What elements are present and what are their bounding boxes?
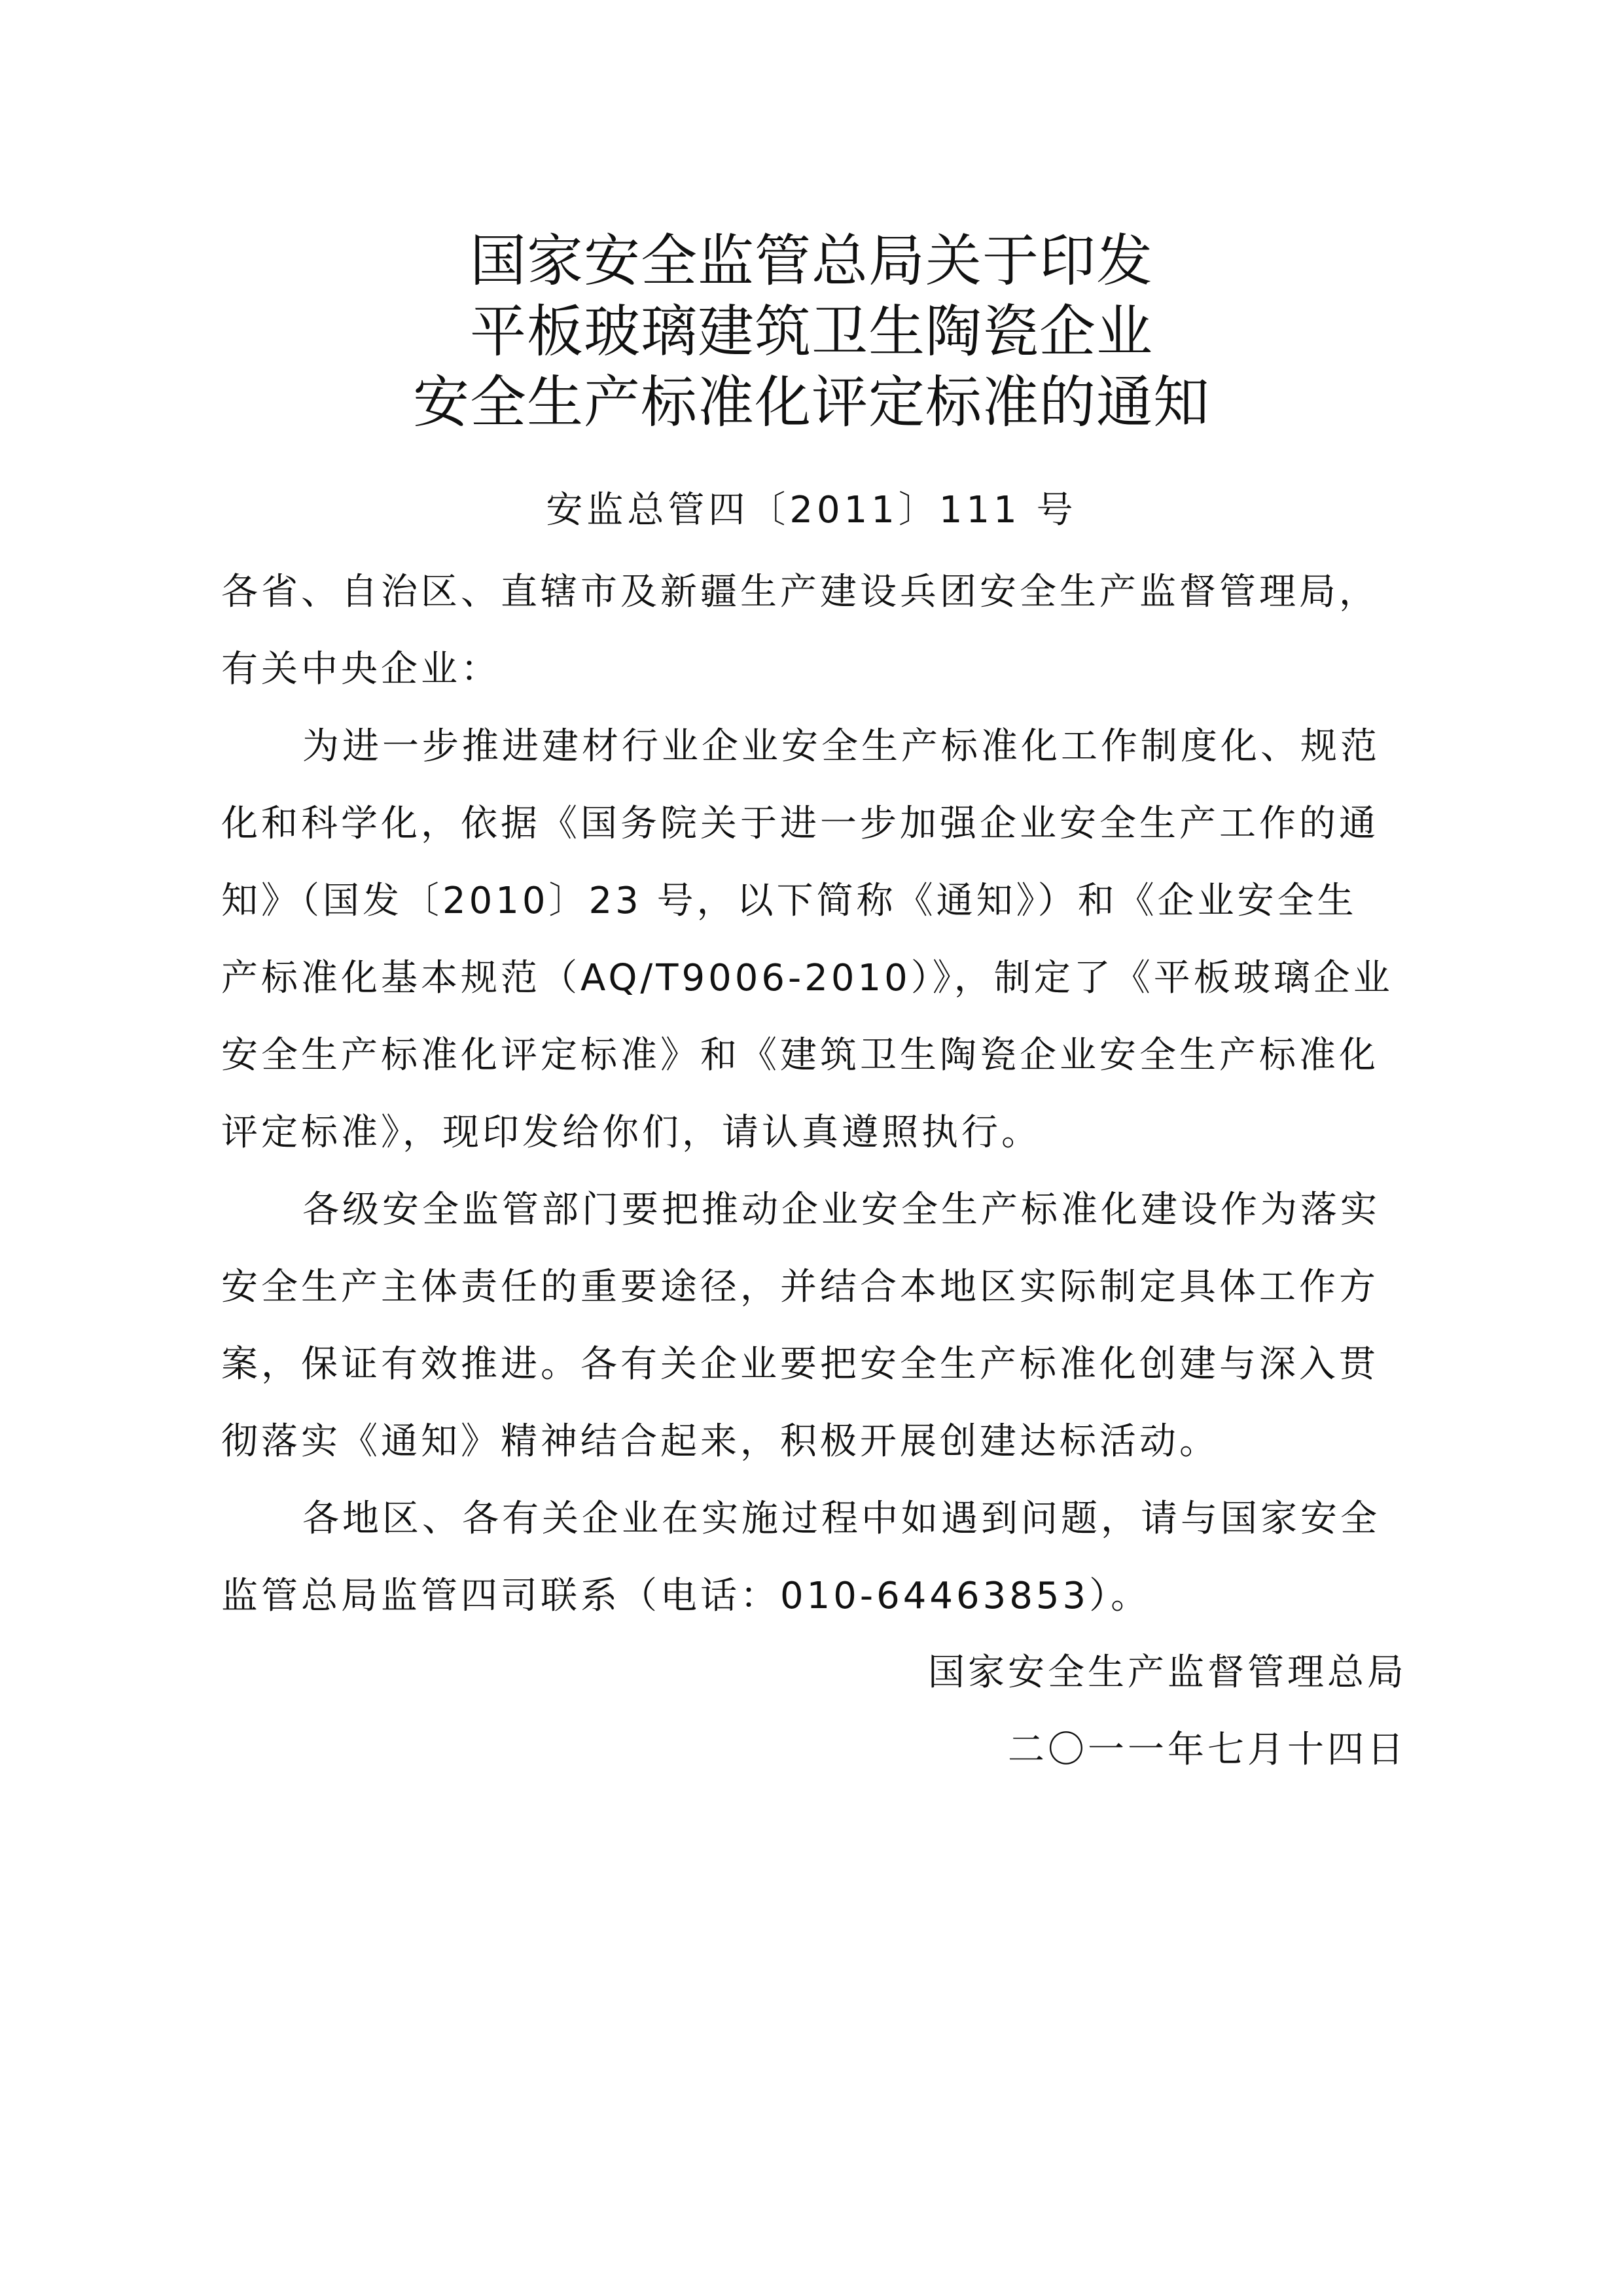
title-line-1: 国家安全监管总局关于印发: [470, 228, 1153, 294]
paragraph2-line-4: 彻落实《通知》精神结合起来，积极开展创建达标活动。: [221, 1420, 1219, 1463]
paragraph1-line-3: 知》（国发〔2010〕23 号，以下简称《通知》）和《企业安全生: [221, 880, 1357, 922]
paragraph1-line-4: 产标准化基本规范（AQ/T9006-2010）》，制定了《平板玻璃企业: [221, 957, 1393, 999]
document-number: 安监总管四〔2011〕111 号: [546, 489, 1077, 531]
title-line-2: 平板玻璃建筑卫生陶瓷企业: [470, 299, 1153, 365]
paragraph1-line-5: 安全生产标准化评定标准》和《建筑卫生陶瓷企业安全生产标准化: [221, 1034, 1379, 1077]
paragraph1-line-6: 评定标准》，现印发给你们，请认真遵照执行。: [221, 1111, 1041, 1154]
paragraph3-line-2: 监管总局监管四司联系（电话：010-64463853）。: [221, 1575, 1151, 1617]
title-line-3: 安全生产标准化评定标准的通知: [413, 370, 1210, 435]
paragraph1-line-1: 为进一步推进建材行业企业安全生产标准化工作制度化、规范: [302, 725, 1380, 768]
salutation-line-2: 有关中央企业：: [221, 648, 501, 691]
document-body: [221, 554, 1399, 1635]
paragraph2-line-3: 案，保证有效推进。各有关企业要把安全生产标准化创建与深入贯: [221, 1343, 1379, 1386]
paragraph1-line-2: 化和科学化，依据《国务院关于进一步加强企业安全生产工作的通: [221, 802, 1379, 845]
paragraph2-line-2: 安全生产主体责任的重要途径，并结合本地区实际制定具体工作方: [221, 1266, 1379, 1308]
issuer-signature: 国家安全生产监督管理总局: [928, 1651, 1407, 1694]
issue-date: 二〇一一年七月十四日: [1008, 1729, 1407, 1771]
salutation-line-1: 各省、自治区、直辖市及新疆生产建设兵团安全生产监督管理局，: [221, 571, 1379, 613]
paragraph2-line-1: 各级安全监管部门要把推动企业安全生产标准化建设作为落实: [302, 1189, 1380, 1231]
document-title: [0, 226, 1623, 438]
paragraph3-line-1: 各地区、各有关企业在实施过程中如遇到问题，请与国家安全: [302, 1498, 1380, 1540]
